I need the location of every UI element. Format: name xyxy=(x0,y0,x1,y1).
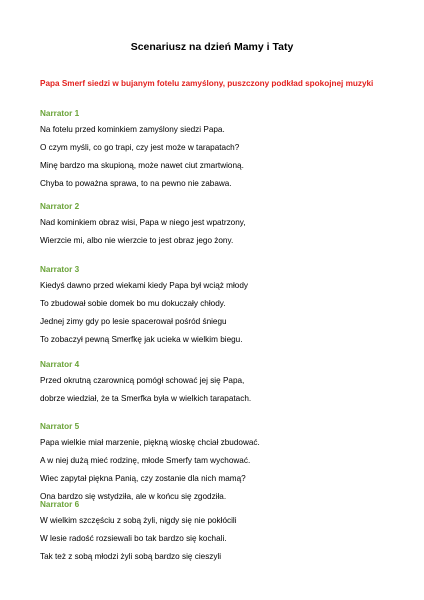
narrator-section-3 xyxy=(40,264,248,346)
narrator-label: Narrator 6 xyxy=(40,500,80,509)
narrator-label: Narrator 2 xyxy=(40,202,80,211)
script-line: Ona bardzo się wstydziła, ale w końcu się zgodziła. xyxy=(40,492,227,501)
script-line: O czym myśli, co go trapi, czy jest może w tarapatach? xyxy=(40,143,240,152)
narrator-section-4 xyxy=(40,359,251,405)
script-line: A w niej dużą mieć rodzinę, młode Smerfy tam wychować. xyxy=(40,456,251,465)
script-line: Tak też z sobą młodzi żyli sobą bardzo się cieszyli xyxy=(40,552,222,561)
narrator-label: Narrator 4 xyxy=(40,360,80,369)
script-line: dobrze wiedział, że ta Smerfka była w wielkich tarapatach. xyxy=(40,394,252,403)
script-line: Przed okrutną czarownicą pomógł schować jej się Papa, xyxy=(40,376,245,385)
script-line: W lesie radość rozsiewali bo tak bardzo się kochali. xyxy=(40,534,227,543)
script-line: To zbudował sobie domek bo mu dokuczały chłody. xyxy=(40,299,226,308)
narrator-label: Narrator 5 xyxy=(40,422,80,431)
document-title: Scenariusz na dzień Mamy i Taty xyxy=(130,41,294,53)
narrator-section-6 xyxy=(40,499,237,563)
script-line: W wielkim szczęściu z sobą żyli, nigdy się nie pokłócili xyxy=(40,516,237,525)
script-line: Wiec zapytał piękna Panią, czy zostanie dla nich mamą? xyxy=(40,474,246,483)
narrator-section-5 xyxy=(40,421,260,503)
script-line: Wierzcie mi, albo nie wierzcie to jest obraz jego żony. xyxy=(40,236,234,245)
script-line: Jednej zimy gdy po lesie spacerował pośród śniegu xyxy=(40,317,227,326)
script-line: Kiedyś dawno przed wiekami kiedy Papa był wciąż młody xyxy=(40,281,248,290)
narrator-label: Narrator 3 xyxy=(40,265,80,274)
narrator-section-2 xyxy=(40,201,246,247)
script-line: Minę bardzo ma skupioną, może nawet ciut zmartwioną. xyxy=(40,161,244,170)
script-line: Papa wielkie miał marzenie, piękną wioskę chciał zbudować. xyxy=(40,438,260,447)
script-line: Na fotelu przed kominkiem zamyślony siedzi Papa. xyxy=(40,125,225,134)
narrator-label: Narrator 1 xyxy=(40,109,80,118)
script-line: Nad kominkiem obraz wisi, Papa w niego jest wpatrzony, xyxy=(40,218,246,227)
script-line: Chyba to poważna sprawa, to na pewno nie zabawa. xyxy=(40,179,232,188)
narrator-section-1 xyxy=(40,108,244,190)
stage-direction: Papa Smerf siedzi w bujanym fotelu zamyślony, puszczony podkład spokojnej muzyki xyxy=(40,79,374,88)
script-line: To zobaczył pewną Smerfkę jak ucieka w wielkim biegu. xyxy=(40,335,243,344)
